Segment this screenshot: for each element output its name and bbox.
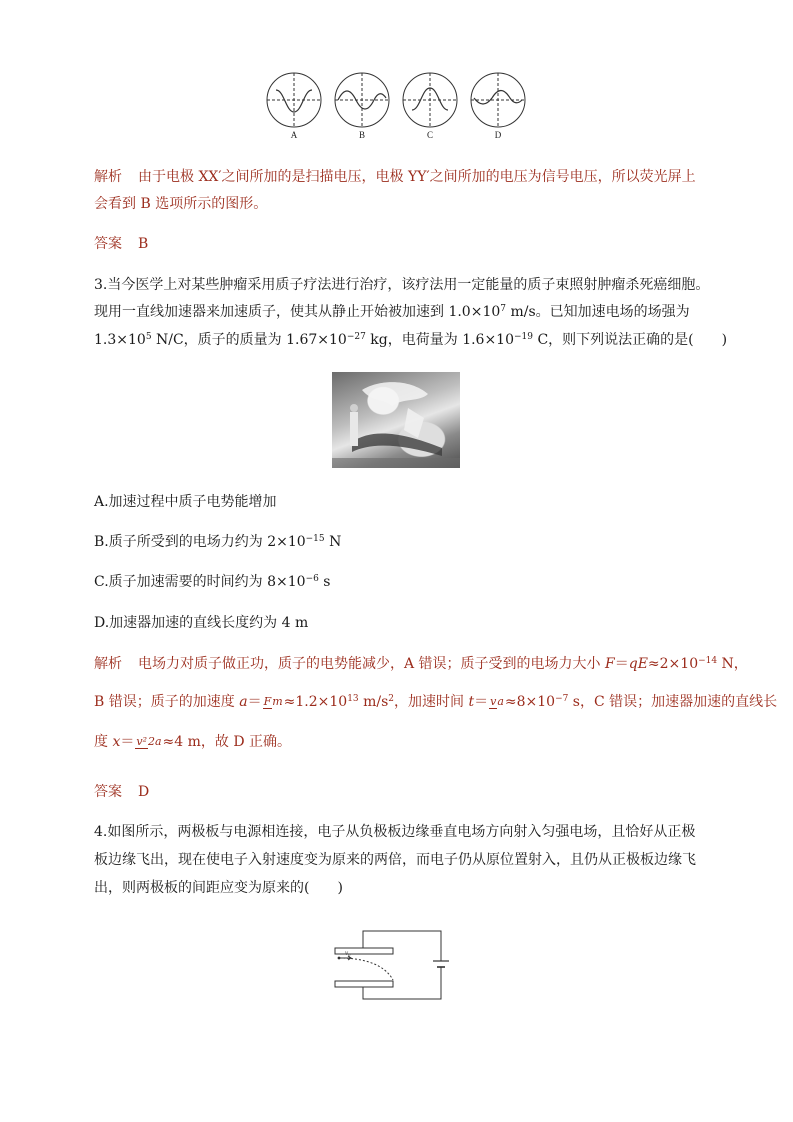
q2-analysis-line2 [94, 195, 267, 213]
answer-value: D [138, 784, 150, 800]
frac-num: v [490, 695, 497, 708]
superscript: −14 [698, 656, 718, 666]
superscript: −7 [555, 694, 569, 704]
q4-stem-line2: 板边缘飞出，现在使电子入射速度变为原来的两倍，而电子仍从原位置射入，且仍从正极板边缘飞 [94, 852, 696, 868]
q4-stem-line3: 出，则两极板的间距应变为原来的( ) [94, 880, 343, 896]
q3-answer [94, 783, 149, 801]
electron-path [339, 958, 393, 980]
text: ≈2×10 [647, 656, 699, 672]
analysis-tag: 解析 [94, 169, 122, 185]
answer-tag: 答案 [94, 236, 122, 252]
superscript: −6 [305, 574, 319, 584]
screen-b [335, 73, 389, 127]
photo-illustration [332, 372, 460, 468]
q3-option-d: D.加速器加速的直线长度约为 4 m [94, 615, 309, 631]
fraction-v-over-a [489, 696, 504, 708]
text: ≈4 m，故 D 正确。 [162, 734, 292, 750]
frac-den: m [272, 695, 283, 708]
text: C.质子加速需要的时间约为 8×10 [94, 574, 306, 590]
q3-analysis-line1 [94, 655, 748, 673]
text: 电场力对质子做正功，质子的电势能减少，A 错误；质子受到的电场力大小 [138, 656, 606, 672]
q4-stem-line1: 4.如图所示，两极板与电源相连接，电子从负极板边缘垂直电场方向射入匀强电场，且恰好从正极 [94, 824, 696, 840]
analysis-text: 由于电极 XX′之间所加的是扫描电压，电极 YY′之间所加的电压为信号电压，所以荧光屏上 [138, 169, 696, 185]
frac-den: 2a [147, 735, 162, 748]
q2-analysis-line1 [94, 168, 696, 186]
var-a: a [239, 694, 248, 710]
var-f: F [605, 656, 615, 672]
text: C，则下列说法正确的是( ) [533, 332, 728, 348]
text: N， [717, 656, 748, 672]
fraction-v2-over-2a [135, 736, 161, 748]
text: s [318, 574, 331, 590]
text: 现用一直线加速器来加速质子，使其从静止开始被加速到 1.0×10 [94, 304, 501, 320]
q3-stem-line3 [94, 331, 727, 349]
frac-num: F [263, 695, 272, 708]
var-t: t [468, 694, 475, 710]
screen-label-d: D [494, 130, 502, 140]
analysis-text: 会看到 B 选项所示的图形。 [94, 196, 268, 212]
text: ≈8×10 [504, 694, 556, 710]
text: B.质子所受到的电场力约为 2×10 [94, 534, 306, 550]
options-screens-figure [262, 70, 532, 130]
q3-stem-line1: 3.当今医学上对某些肿瘤采用质子疗法进行治疗，该疗法用一定能量的质子束照射肿瘤杀死癌细胞。 [94, 277, 710, 293]
text: 1.3×10 [94, 332, 146, 348]
screen-label-a: A [290, 130, 298, 140]
text: m/s。已知加速电场的场强为 [506, 304, 690, 320]
text: s，C 错误；加速器加速的直线长 [568, 694, 778, 710]
text: ≈1.2×10 [283, 694, 348, 710]
superscript: −19 [514, 332, 533, 342]
proton-therapy-photo [332, 372, 460, 468]
q3-option-c [94, 573, 331, 591]
q3-analysis-line3 [94, 727, 291, 757]
bottom-plate [335, 981, 393, 987]
screen-label-b: B [358, 130, 365, 140]
q3-stem-line2 [94, 303, 690, 321]
superscript: 5 [145, 332, 152, 342]
superscript: 2 [388, 694, 395, 704]
screen-c [403, 73, 457, 127]
text: ＝ [474, 694, 489, 710]
v0-label: v₀ [345, 949, 351, 957]
frac-den: a [497, 695, 504, 708]
text: ，加速时间 [394, 694, 469, 710]
capacitor-circuit-diagram [325, 925, 455, 1015]
screen-d [471, 73, 525, 127]
superscript: −15 [305, 534, 325, 544]
q2-answer [94, 235, 148, 253]
var-x: x [112, 734, 121, 750]
answer-tag: 答案 [94, 784, 122, 800]
analysis-tag: 解析 [94, 656, 122, 672]
superscript: −27 [346, 332, 366, 342]
text: N/C，质子的质量为 1.67×10 [151, 332, 347, 348]
text: N [324, 534, 342, 550]
q3-option-a: A.加速过程中质子电势能增加 [94, 494, 277, 510]
q3-analysis-line2 [94, 687, 777, 717]
screen-a [267, 73, 321, 127]
superscript: 13 [347, 694, 359, 704]
frac-num: v² [136, 735, 147, 748]
top-plate [335, 948, 393, 954]
text: B 错误；质子的加速度 [94, 694, 240, 710]
text: ＝ [247, 694, 262, 710]
text: ＝ [614, 656, 629, 672]
q3-option-b [94, 533, 341, 551]
var-qe: qE [628, 656, 648, 672]
superscript: 7 [500, 304, 506, 314]
answer-value: B [138, 236, 149, 252]
text: ＝ [120, 734, 135, 750]
text: 度 [94, 734, 113, 750]
text: kg，电荷量为 1.6×10 [365, 332, 514, 348]
screen-label-c: C [426, 130, 433, 140]
fraction-f-over-m [263, 696, 283, 708]
text: m/s [358, 694, 389, 710]
